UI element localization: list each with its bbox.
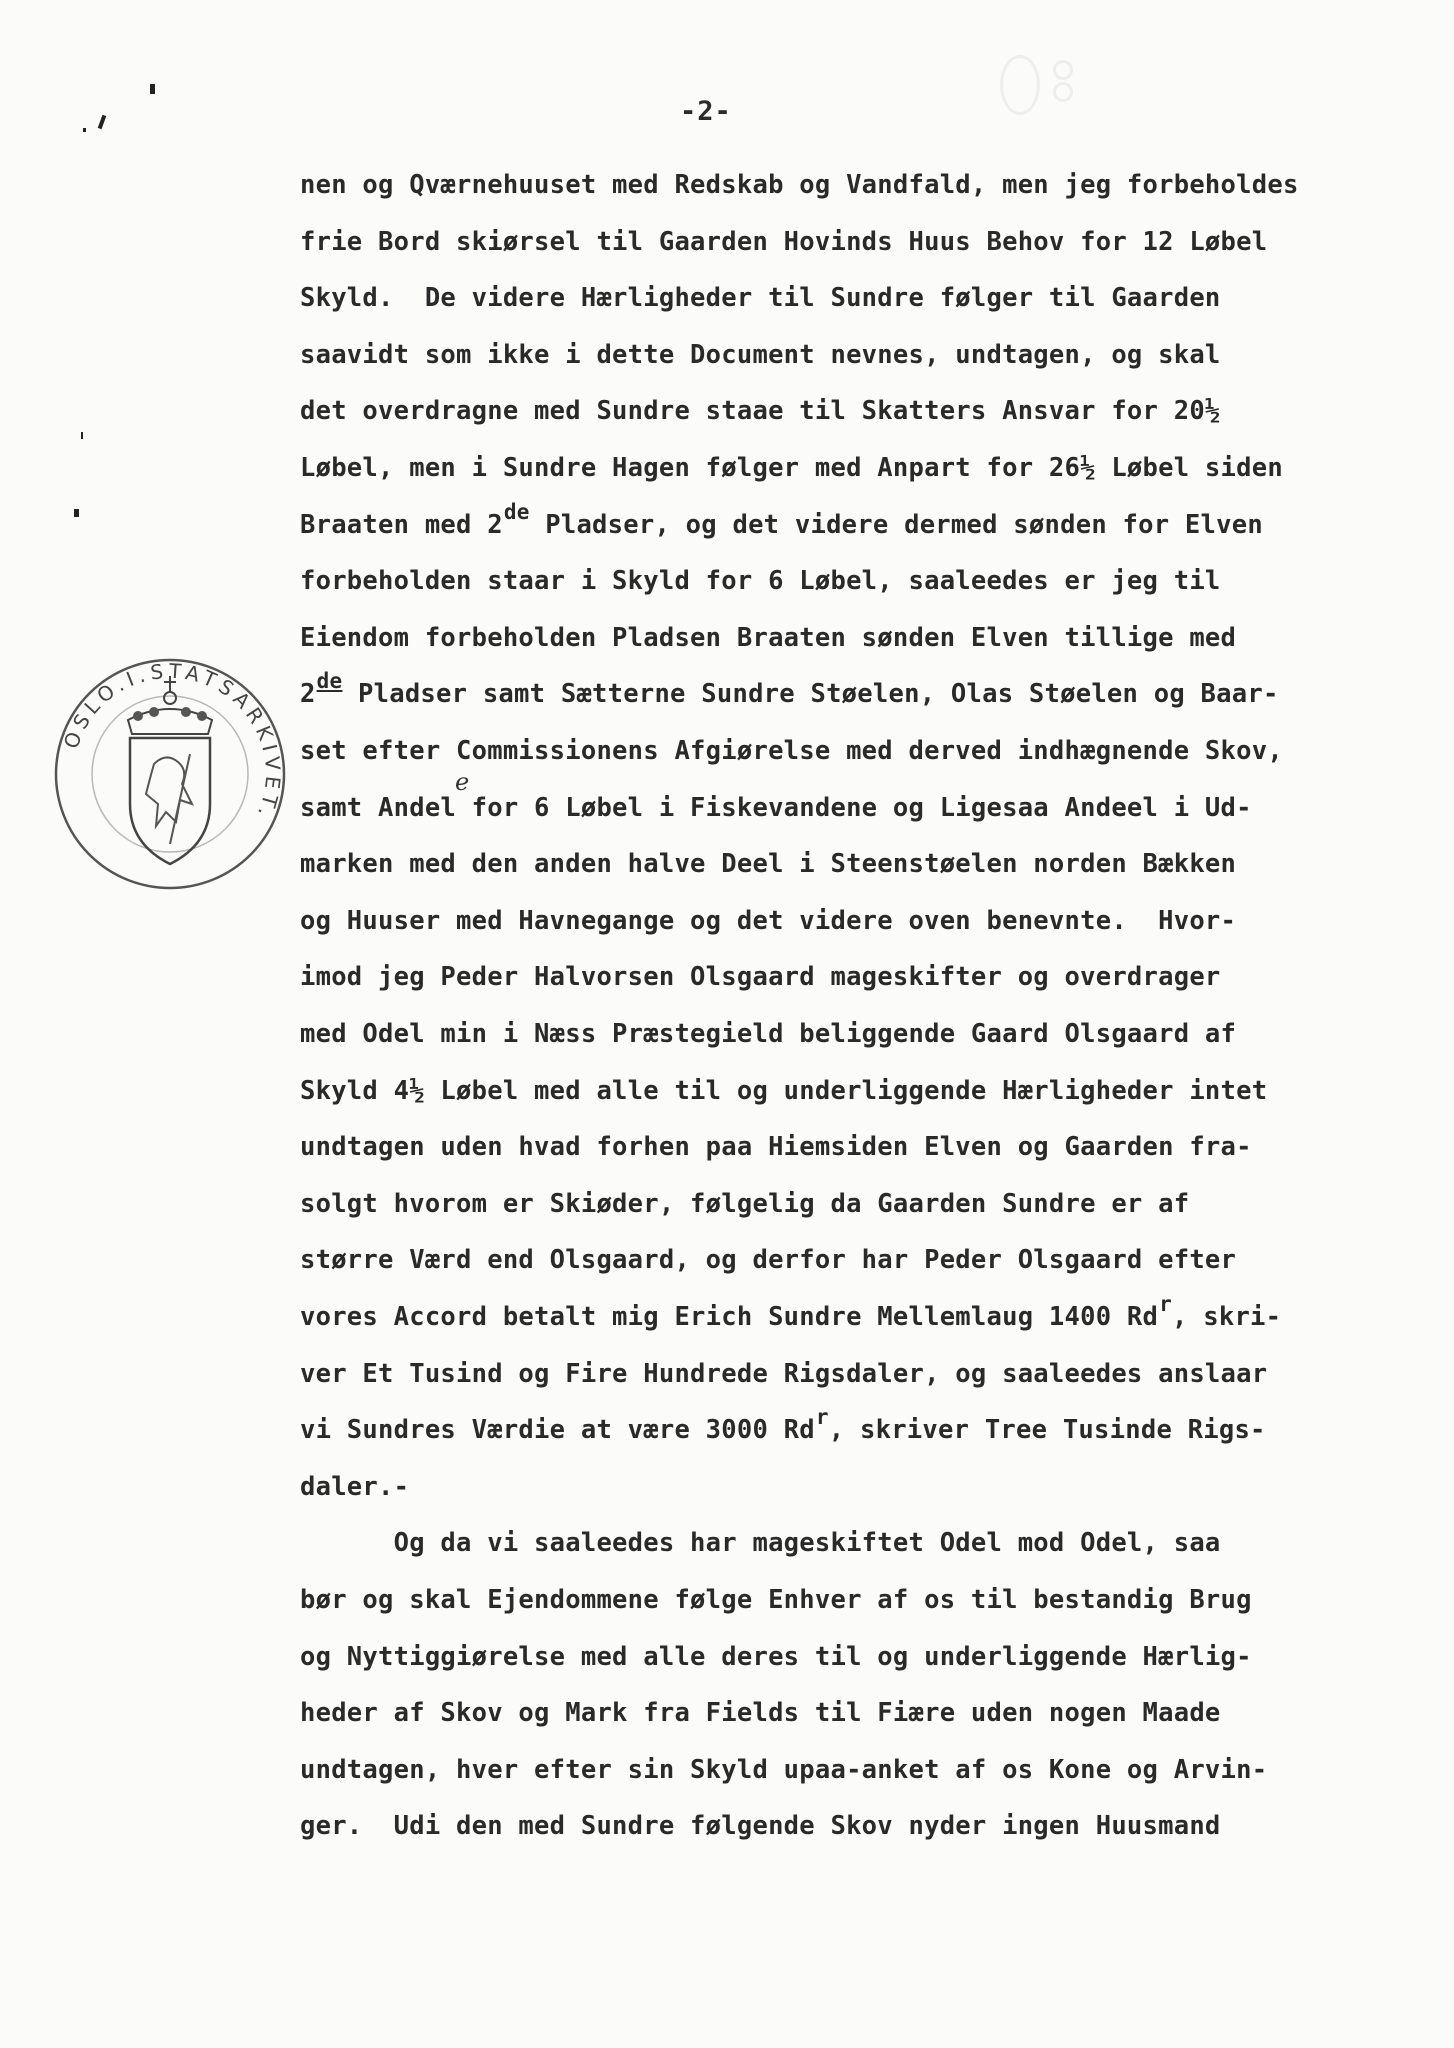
margin-speck <box>98 115 107 130</box>
text-line: saavidt som ikke i dette Document nevnes, undtagen, og skal <box>300 339 1221 370</box>
text-line-part: vi Sundres Værdie at være 3000 Rd <box>300 1415 815 1446</box>
text-line: nen og Qværnehuuset med Redskab og Vandfald, men jeg forbeholdes <box>300 170 1299 200</box>
margin-speck <box>81 432 83 439</box>
text-line: Skyld 4½ Løbel med alle til og underliggende Hærligheder intet <box>300 1075 1268 1106</box>
text-line: med Odel min i Næss Præstegield beliggende Gaard Olsgaard af <box>300 1019 1237 1049</box>
text-line: og Nyttiggiørelse med alle deres til og underliggende Hærlig- <box>300 1641 1252 1672</box>
text-line: imod jeg Peder Halvorsen Olsgaard mageskifter og overdrager <box>300 962 1221 993</box>
text-line: forbeholden staar i Skyld for 6 Løbel, saaleedes er jeg til <box>300 566 1221 597</box>
text-line-part: Pladser, og det videre dermed sønden for Elven <box>529 509 1263 540</box>
text-line: Og da vi saaleedes har mageskiftet Odel mod Odel, saa <box>300 1528 1221 1559</box>
ghost-mark <box>1000 55 1040 115</box>
margin-speck <box>74 509 79 517</box>
text-line: ger. Udi den med Sundre følgende Skov nyder ingen Huusmand <box>300 1811 1221 1842</box>
text-line: undtagen uden hvad forhen paa Hiemsiden Elven og Gaarden fra- <box>300 1132 1252 1163</box>
text-line: samt Andel for 6 Løbel i Fiskevandene og Ligesaa Andeel i Ud- <box>300 792 1252 823</box>
page-number: -2- <box>680 96 732 127</box>
text-line: det overdragne med Sundre staae til Skatters Ansvar for 20½ <box>300 396 1221 427</box>
text-line: solgt hvorom er Skiøder, følgelig da Gaarden Sundre er af <box>300 1188 1190 1219</box>
text-line <box>300 1292 1282 1332</box>
superscript: r <box>815 1405 829 1430</box>
text-line: Skyld. De videre Hærligheder til Sundre følger til Gaarden <box>300 283 1221 314</box>
text-line: Eiendom forbeholden Pladsen Braaten sønden Elven tillige med <box>300 622 1237 653</box>
text-line-part: , skriver Tree Tusinde Rigs- <box>828 1415 1266 1446</box>
text-line <box>300 499 1263 540</box>
text-line: større Værd end Olsgaard, og derfor har Peder Olsgaard efter <box>300 1245 1237 1276</box>
text-line-part: 2 <box>300 679 316 710</box>
seal-stamp-graphic <box>50 654 290 894</box>
superscript: de <box>503 499 530 524</box>
text-line: marken med den anden halve Deel i Steenstøelen norden Bækken <box>300 849 1237 880</box>
margin-speck <box>150 84 155 94</box>
text-line: heder af Skov og Mark fra Fields til Fiære uden nogen Maade <box>300 1698 1221 1729</box>
text-line: daler.- <box>300 1471 410 1502</box>
text-line: Løbel, men i Sundre Hagen følger med Anpart for 26½ Løbel siden <box>300 453 1283 483</box>
text-line: ver Et Tusind og Fire Hundrede Rigsdaler, og saaleedes anslaar <box>300 1358 1268 1389</box>
text-line: bør og skal Ejendommene følge Enhver af os til bestandig Brug <box>300 1585 1252 1615</box>
text-line-part: vores Accord betalt mig Erich Sundre Mellemlaug 1400 Rd <box>300 1302 1159 1332</box>
text-line <box>300 1405 1266 1446</box>
text-line: og Huuser med Havnegange og det videre oven benevnte. Hvor- <box>300 905 1237 936</box>
text-line-part: , skri- <box>1172 1302 1282 1332</box>
superscript: r <box>1159 1292 1173 1316</box>
handwritten-insert-e: e <box>455 768 470 796</box>
margin-speck <box>83 128 86 132</box>
superscript: de <box>316 669 343 694</box>
text-line <box>300 669 1279 710</box>
ghost-mark <box>1053 60 1073 80</box>
text-line: set efter Commissionens Afgiørelse med derved indhægnende Skov, <box>300 736 1283 766</box>
seal-stamp <box>50 654 290 894</box>
ghost-mark <box>1053 82 1073 102</box>
text-line: frie Bord skiørsel til Gaarden Hovinds Huus Behov for 12 Løbel <box>300 226 1268 257</box>
text-line: undtagen, hver efter sin Skyld upaa-anket af os Kone og Arvin- <box>300 1754 1268 1785</box>
text-line-part: Pladser samt Sætterne Sundre Støelen, Olas Støelen og Baar- <box>342 679 1279 710</box>
svg-text:OSLO.I.STATSARKIVET.: OSLO.I.STATSARKIVET. <box>58 658 286 826</box>
text-line-part: Braaten med 2 <box>300 509 503 540</box>
